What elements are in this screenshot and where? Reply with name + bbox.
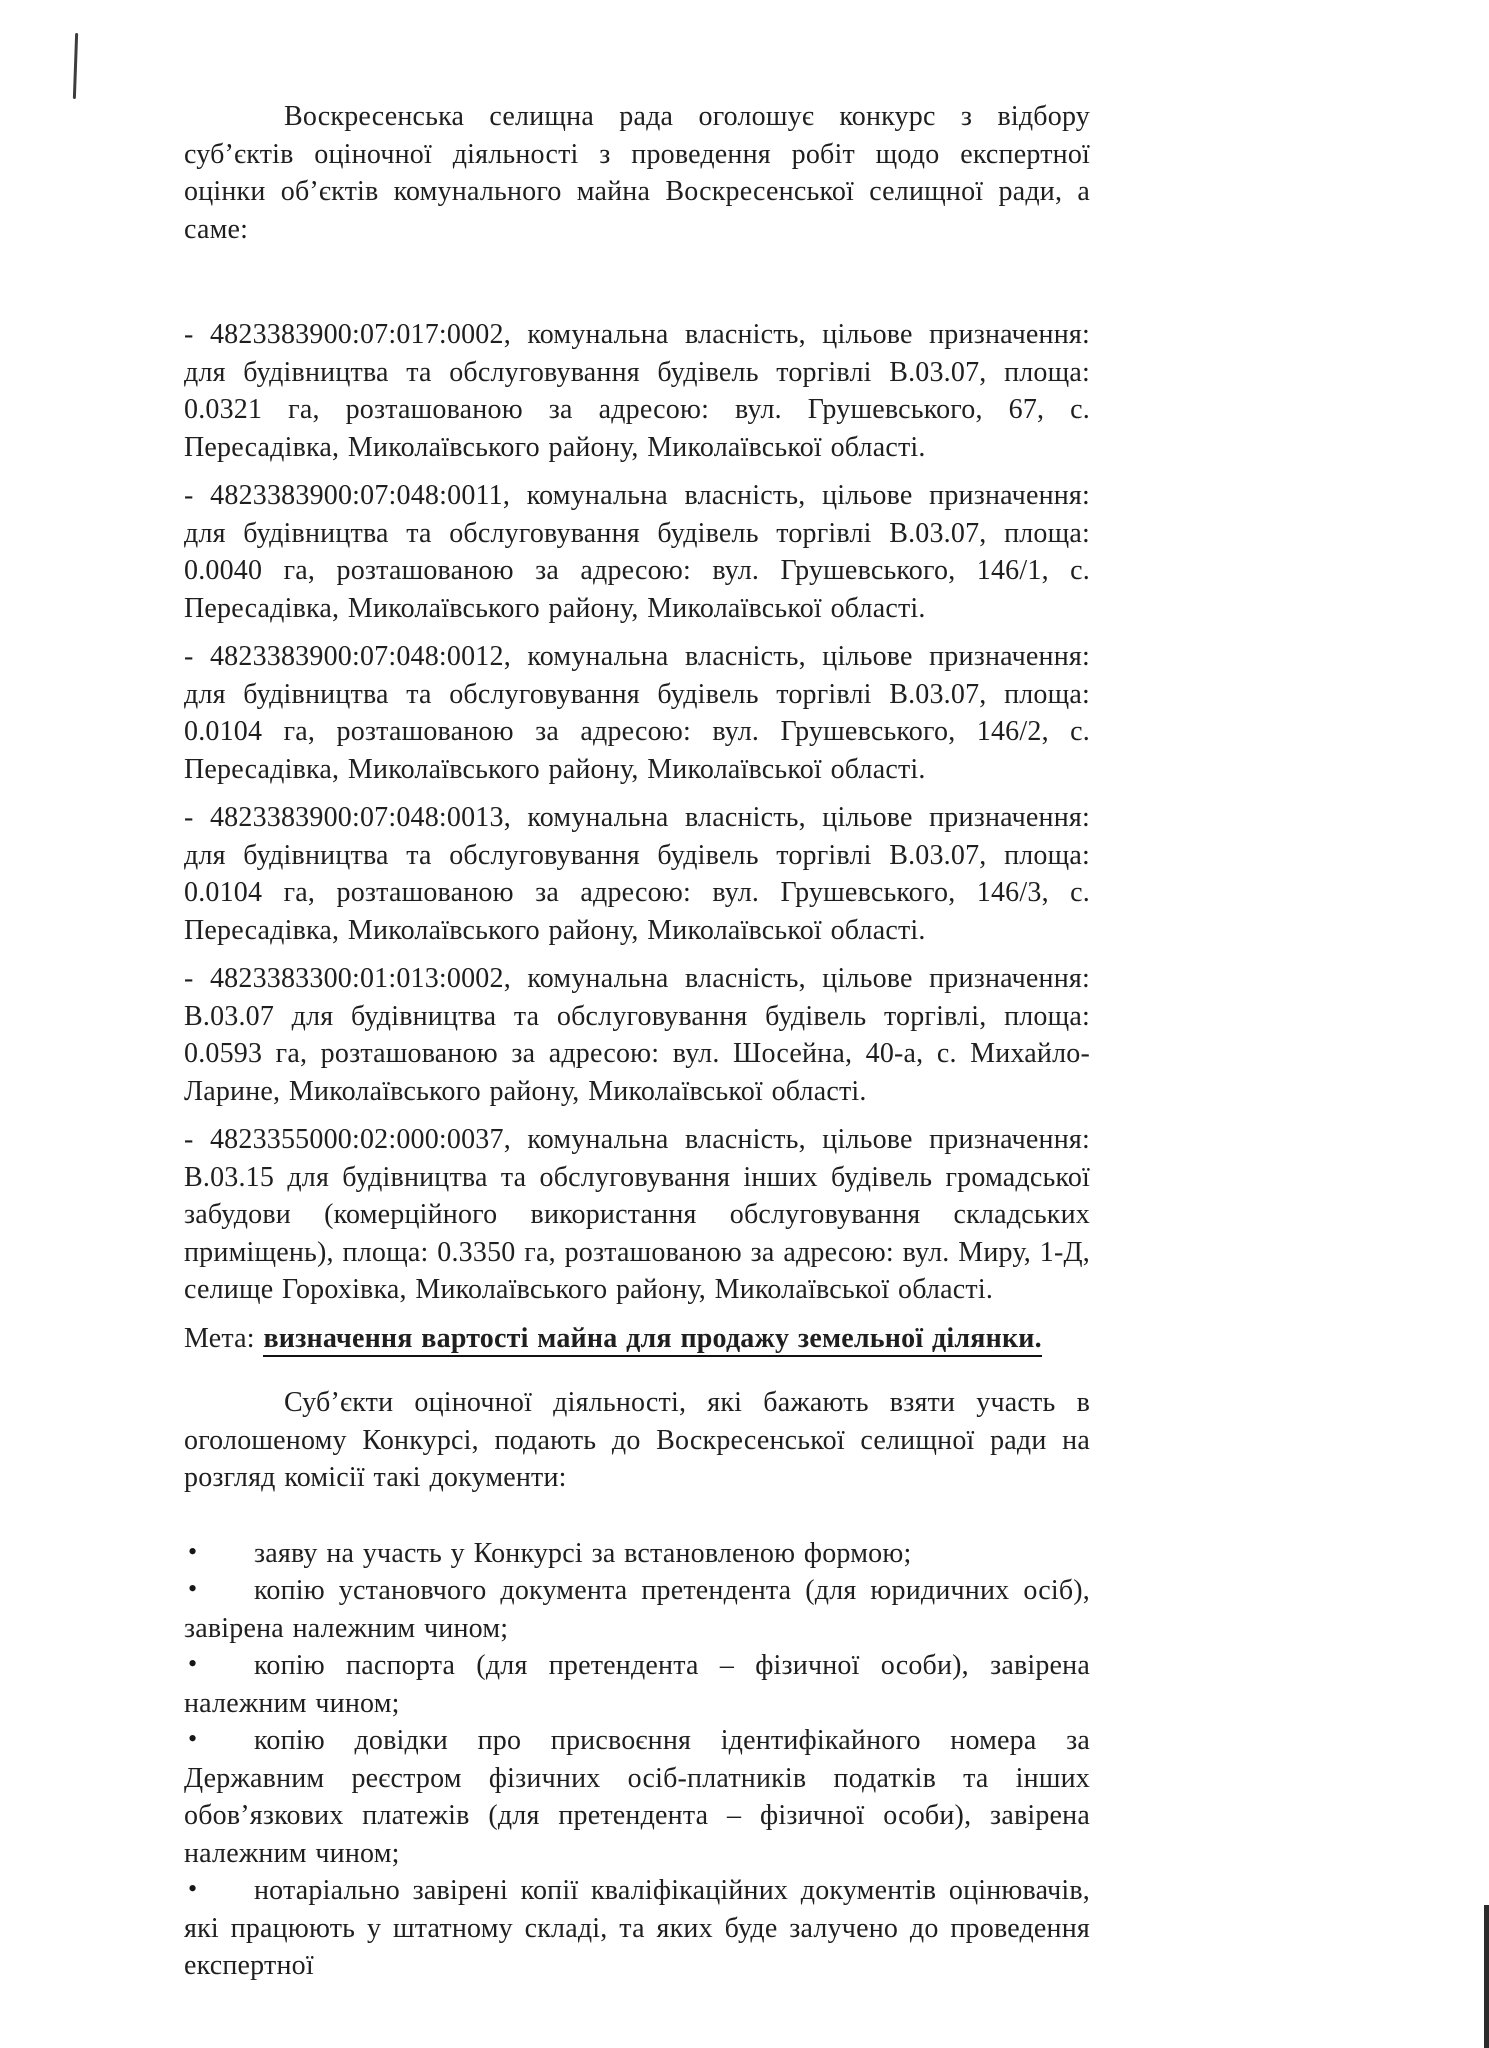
submission-paragraph: Суб’єкти оціночної діяльності, які бажають взяти участь в оголошеному Конкурсі, подають до Воскресенської селищної ради на розгляд комісії такі документи: bbox=[184, 1387, 1090, 1493]
lot-item-2: - 4823383900:07:048:0011, комунальна власність, цільове призначення: для будівництва та обслуговування будівель торгівлі В.03.07, площа: 0.0040 га, розташованою за адресою: вул. Грушевського, 146/1, с. Пересадівка, Миколаївського району, Миколаївської області. bbox=[184, 480, 1090, 624]
lot-item-4: - 4823383900:07:048:0013, комунальна власність, цільове призначення: для будівництва та обслуговування будівель торгівлі В.03.07, площа: 0.0104 га, розташованою за адресою: вул. Грушевського, 146/3, с. Пересадівка, Миколаївського району, Миколаївської області. bbox=[184, 802, 1090, 946]
requirement-item-4 bbox=[184, 1722, 1090, 1872]
lot-item-3: - 4823383900:07:048:0012, комунальна власність, цільове призначення: для будівництва та обслуговування будівель торгівлі В.03.07, площа: 0.0104 га, розташованою за адресою: вул. Грушевського, 146/2, с. Пересадівка, Миколаївського району, Миколаївської області. bbox=[184, 641, 1090, 785]
requirement-text: копію установчого документа претендента (для юридичних осіб), завірена належним чином; bbox=[184, 1575, 1090, 1644]
lot-item-1: - 4823383900:07:017:0002, комунальна власність, цільове призначення: для будівництва та обслуговування будівель торгівлі В.03.07, площа: 0.0321 га, розташованою за адресою: вул. Грушевського, 67, с. Пересадівка, Миколаївського району, Миколаївської області. bbox=[184, 319, 1090, 463]
pen-mark-artifact bbox=[73, 33, 78, 99]
bullet-icon: • bbox=[188, 1574, 198, 1603]
intro-paragraph: Воскресенська селищна рада оголошує конкурс з відбору суб’єктів оціночної діяльності з проведення робіт щодо експертної оцінки об’єктів комунального майна Воскресенської селищної ради, а саме: bbox=[184, 101, 1090, 245]
scan-edge-artifact bbox=[1484, 1905, 1489, 2048]
requirement-item-2 bbox=[184, 1572, 1090, 1647]
requirement-item-5 bbox=[184, 1872, 1090, 1985]
bullet-icon: • bbox=[188, 1874, 198, 1903]
lot-item-6: - 4823355000:02:000:0037, комунальна власність, цільове призначення: В.03.15 для будівництва та обслуговування інших будівель громадської забудови (комерційного використання обслуговування складських приміщень), площа: 0.3350 га, розташованою за адресою: вул. Миру, 1-Д, селище Горохівка, Миколаївського району, Миколаївської області. bbox=[184, 1124, 1090, 1305]
lot-item-5: - 4823383300:01:013:0002, комунальна власність, цільове призначення: В.03.07 для будівництва та обслуговування будівель торгівлі, площа: 0.0593 га, розташованою за адресою: вул. Шосейна, 40-а, с. Михайло-Ларине, Миколаївського району, Миколаївської області. bbox=[184, 963, 1090, 1107]
document-body bbox=[184, 98, 1090, 1985]
bullet-icon: • bbox=[188, 1649, 198, 1678]
requirement-item-3 bbox=[184, 1647, 1090, 1722]
requirement-text: заяву на участь у Конкурсі за встановленою формою; bbox=[254, 1537, 912, 1569]
requirement-text: копію довідки про присвоєння ідентифікайного номера за Державним реєстром фізичних осіб-платників податків та інших обов’язкових платежів (для претендента – фізичної особи), завірена належним чином; bbox=[184, 1725, 1090, 1869]
requirement-text: нотаріально завірені копії кваліфікаційних документів оцінювачів, які працюють у штатному складі, та яких буде залучено до проведення експертної bbox=[184, 1875, 1090, 1981]
meta-line bbox=[184, 1320, 1090, 1358]
meta-text: визначення вартості майна для продажу земельної ділянки. bbox=[263, 1323, 1041, 1357]
bullet-icon: • bbox=[188, 1724, 198, 1753]
meta-label: Мета: bbox=[184, 1322, 255, 1354]
requirement-item-1 bbox=[184, 1535, 1090, 1573]
requirement-text: копію паспорта (для претендента – фізичної особи), завірена належним чином; bbox=[184, 1650, 1090, 1719]
bullet-icon: • bbox=[188, 1536, 198, 1566]
